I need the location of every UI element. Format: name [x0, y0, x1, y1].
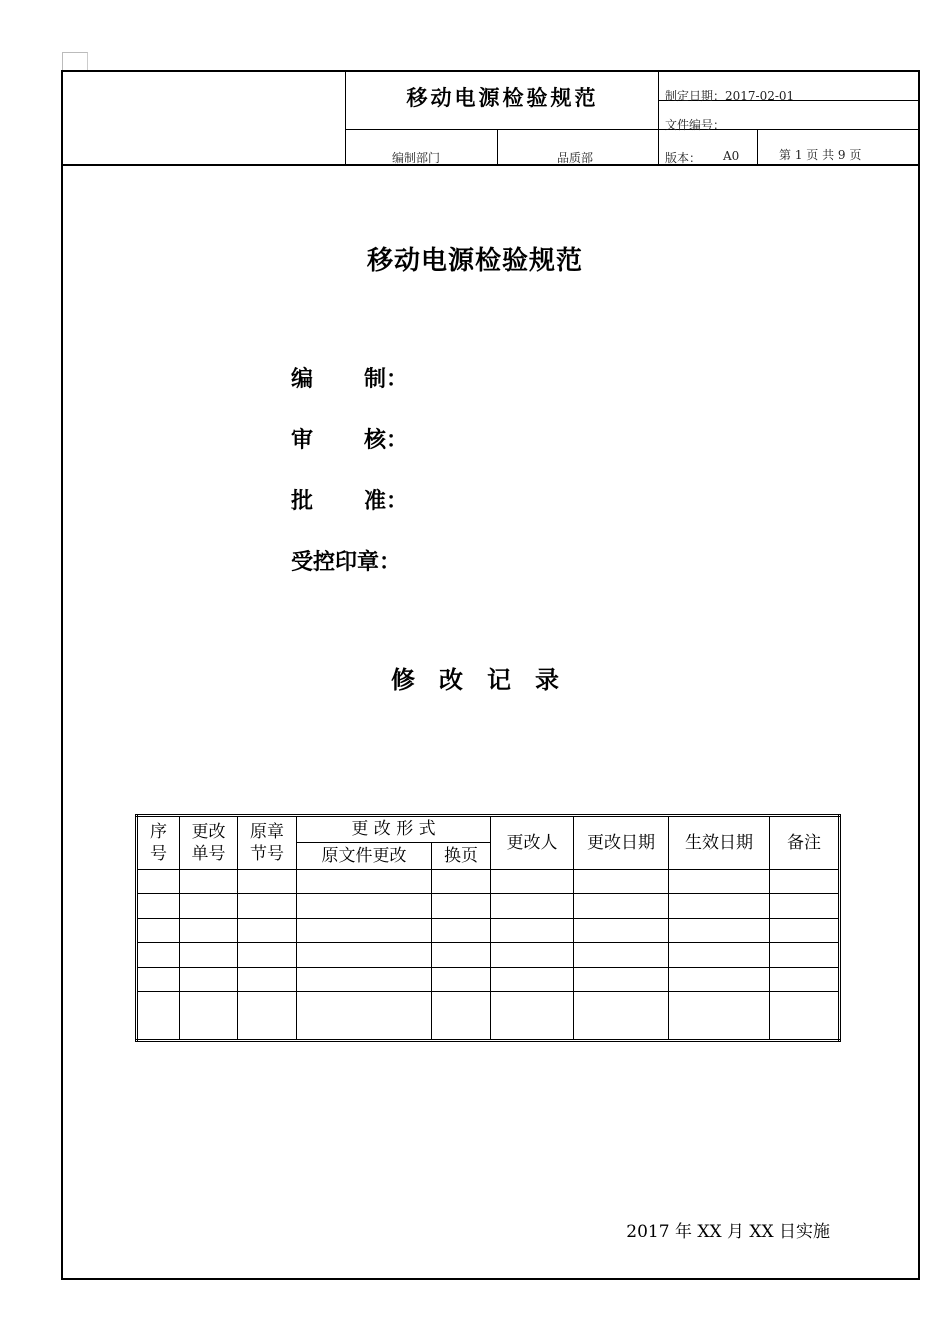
table-cell[interactable] — [180, 992, 238, 1041]
table-cell[interactable] — [574, 943, 669, 967]
header-original-change: 原文件更改 — [297, 843, 432, 870]
corner-mark — [62, 52, 88, 71]
table-cell[interactable] — [770, 967, 840, 991]
version-value: A0 — [723, 149, 740, 163]
table-cell[interactable] — [491, 967, 574, 991]
table-cell[interactable] — [137, 870, 180, 894]
table-cell[interactable] — [432, 894, 491, 918]
table-cell[interactable] — [180, 918, 238, 942]
table-row — [137, 918, 840, 942]
page-info: 第 1 页 共 9 页 — [779, 148, 862, 162]
sig-approve-a: 批 — [291, 488, 314, 514]
table-cell[interactable] — [297, 967, 432, 991]
doc-no-label: 文件编号： — [665, 118, 726, 132]
header-remarks: 备注 — [770, 816, 840, 870]
table-cell[interactable] — [238, 894, 297, 918]
header-seq: 序 号 — [137, 816, 180, 870]
revision-title-char: 记 — [487, 665, 511, 694]
table-cell[interactable] — [297, 992, 432, 1041]
stamp-label: 受控印章： — [291, 549, 402, 575]
table-cell[interactable] — [432, 943, 491, 967]
table-cell[interactable] — [574, 894, 669, 918]
table-cell[interactable] — [238, 992, 297, 1041]
table-cell[interactable] — [238, 967, 297, 991]
table-cell[interactable] — [669, 967, 770, 991]
header-changer: 更改人 — [491, 816, 574, 870]
header-mid-rule — [345, 129, 920, 130]
table-cell[interactable] — [491, 918, 574, 942]
sig-approve-b: 准： — [364, 488, 409, 514]
revision-title-char: 修 — [391, 665, 415, 694]
table-row — [137, 967, 840, 991]
table-cell[interactable] — [770, 894, 840, 918]
revision-title-char: 录 — [535, 665, 559, 694]
table-cell[interactable] — [297, 894, 432, 918]
table-cell[interactable] — [180, 943, 238, 967]
table-cell[interactable] — [574, 918, 669, 942]
sig-compile-a: 编 — [291, 366, 314, 392]
header-change-form: 更 改 形 式 — [297, 816, 491, 843]
table-cell[interactable] — [297, 943, 432, 967]
header-divider-3 — [497, 129, 498, 165]
table-row — [137, 894, 840, 918]
table-cell[interactable] — [669, 918, 770, 942]
header-change-date: 更改日期 — [574, 816, 669, 870]
table-cell[interactable] — [432, 967, 491, 991]
header-title: 移动电源检验规范 — [406, 85, 599, 110]
dept-value: 品质部 — [557, 151, 594, 165]
table-cell[interactable] — [770, 943, 840, 967]
header-bottom-rule — [61, 164, 920, 166]
table-row — [137, 943, 840, 967]
table-row — [137, 992, 840, 1041]
table-cell[interactable] — [770, 992, 840, 1041]
table-cell[interactable] — [574, 870, 669, 894]
table-cell[interactable] — [669, 943, 770, 967]
table-cell[interactable] — [180, 894, 238, 918]
table-cell[interactable] — [238, 918, 297, 942]
table-cell[interactable] — [669, 870, 770, 894]
table-cell[interactable] — [137, 967, 180, 991]
version-label: 版本： — [665, 151, 702, 165]
table-row — [137, 870, 840, 894]
table-cell[interactable] — [491, 870, 574, 894]
table-cell[interactable] — [137, 992, 180, 1041]
table-cell[interactable] — [297, 870, 432, 894]
table-cell[interactable] — [669, 992, 770, 1041]
table-cell[interactable] — [491, 943, 574, 967]
table-cell[interactable] — [297, 918, 432, 942]
table-cell[interactable] — [574, 992, 669, 1041]
header-effective-date: 生效日期 — [669, 816, 770, 870]
header-page-replace: 换页 — [432, 843, 491, 870]
table-cell[interactable] — [432, 992, 491, 1041]
table-cell[interactable] — [770, 918, 840, 942]
document-title: 移动电源检验规范 — [366, 246, 583, 276]
table-cell[interactable] — [137, 894, 180, 918]
table-cell[interactable] — [432, 870, 491, 894]
header-section: 原章 节号 — [238, 816, 297, 870]
sig-review-b: 核： — [364, 427, 409, 453]
table-cell[interactable] — [137, 943, 180, 967]
table-cell[interactable] — [137, 918, 180, 942]
revision-table — [135, 814, 841, 1042]
revision-title — [0, 660, 950, 695]
revision-title-char: 改 — [439, 665, 463, 694]
date-label: 制定日期：2017-02-01 — [665, 89, 795, 103]
table-cell[interactable] — [574, 967, 669, 991]
table-cell[interactable] — [770, 870, 840, 894]
sig-compile-b: 制： — [364, 366, 409, 392]
sig-review-a: 审 — [291, 427, 314, 453]
table-cell[interactable] — [432, 918, 491, 942]
implementation-date: 2017 年 XX 月 XX 日实施 — [626, 1222, 830, 1242]
table-cell[interactable] — [238, 870, 297, 894]
table-cell[interactable] — [180, 967, 238, 991]
table-cell[interactable] — [180, 870, 238, 894]
table-cell[interactable] — [491, 992, 574, 1041]
dept-label: 编制部门 — [392, 151, 441, 165]
table-cell[interactable] — [669, 894, 770, 918]
header-divider-4 — [757, 129, 758, 165]
table-cell[interactable] — [491, 894, 574, 918]
header-change-no: 更改 单号 — [180, 816, 238, 870]
table-cell[interactable] — [238, 943, 297, 967]
